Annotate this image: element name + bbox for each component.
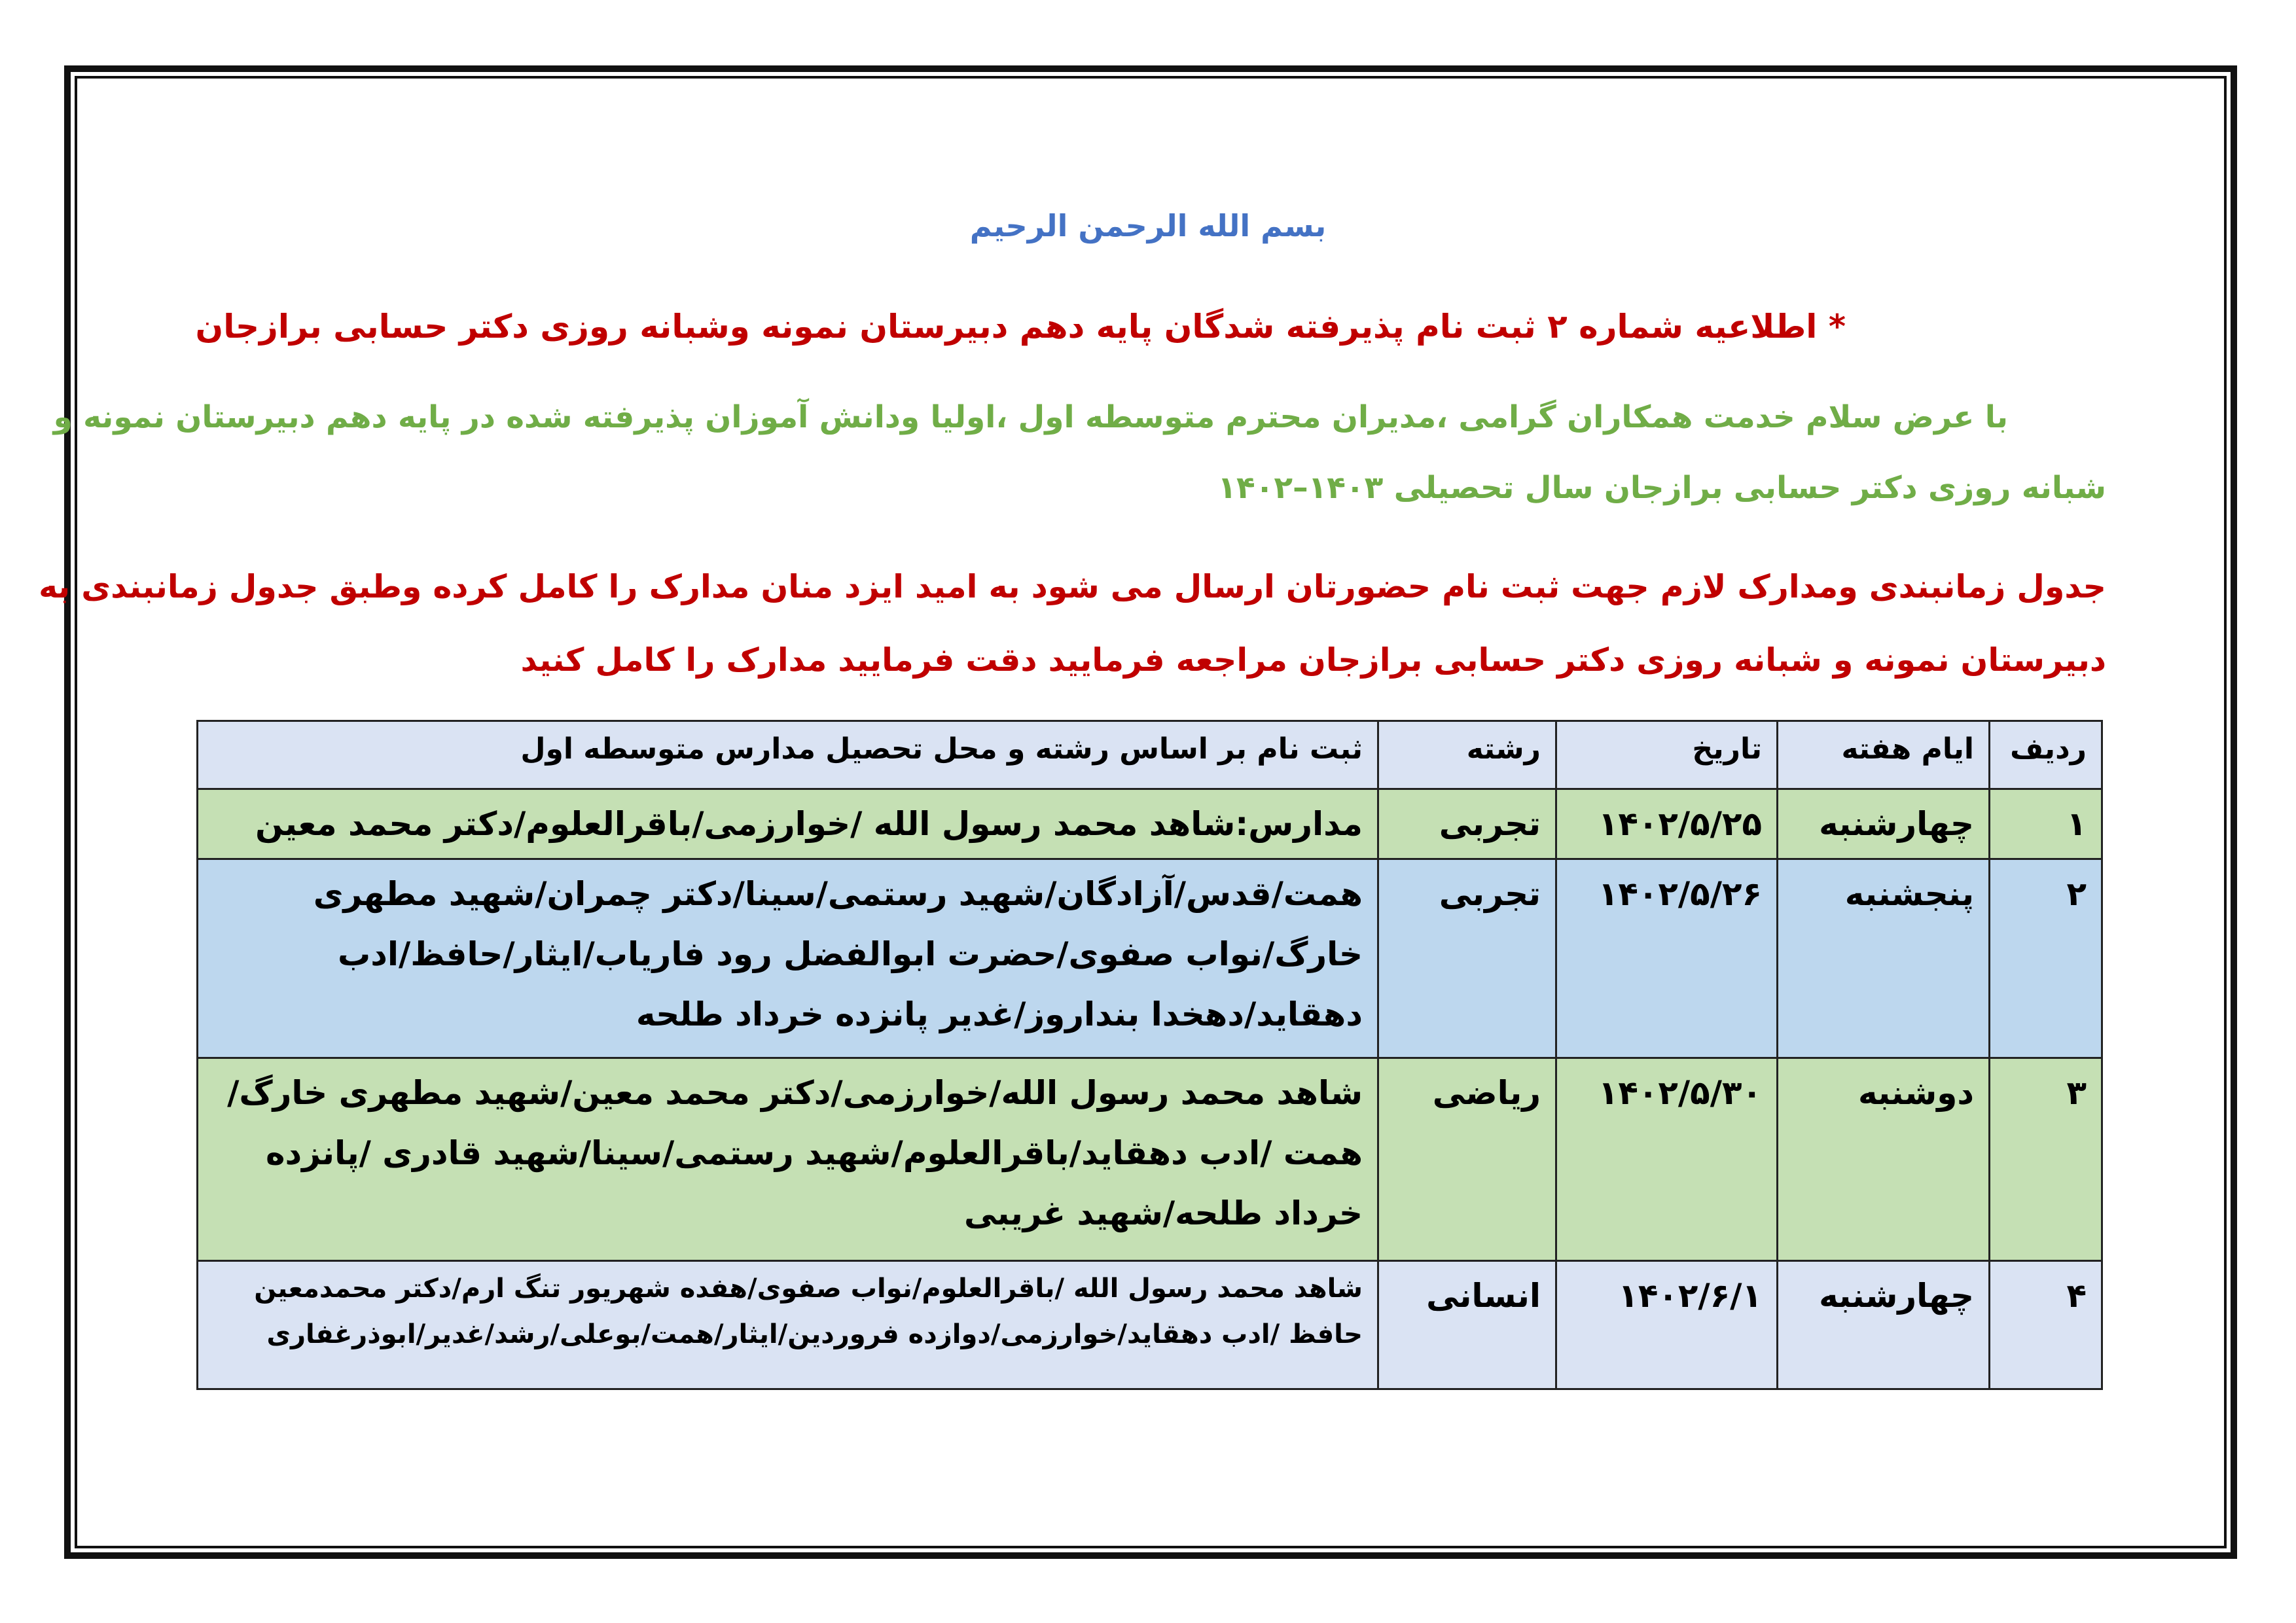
date-cell: ۱۴۰۲/۵/۲۵ (1556, 789, 1778, 859)
registration-schedule-table (196, 720, 2103, 1390)
column-header-row-number: ردیف (1990, 721, 2102, 789)
table-row (198, 1261, 2102, 1389)
column-header-weekday: ایام هفته (1778, 721, 1990, 789)
schools-cell: همت/قدس/آزادگان/شهید رستمی/سینا/دکتر چمران/شهید مطهری خارگ/نواب صفوی/حضرت ابوالفضل رود فاریاب/ایثار/حافظ/ادب دهقاید/دهخدا بنداروز/غدیر پانزده خرداد طلحه (198, 859, 1378, 1058)
greeting-line-1: با عرض سلام خدمت همکاران گرامی ،مدیران محترم متوسطه اول ،اولیا ودانش آموزان پذیرفته شده در پایه دهم دبیرستان نمونه و (53, 399, 2008, 435)
column-header-field: رشته (1378, 721, 1556, 789)
field-cell: انسانی (1378, 1261, 1556, 1389)
schools-cell: شاهد محمد رسول الله/خوارزمی/دکتر محمد معین/شهید مطهری خارگ/همت /ادب دهقاید/باقرالعلوم/شهید رستمی/سینا/شهید قادری /پانزده خرداد طلحه/شهید غریبی (198, 1058, 1378, 1261)
date-cell: ۱۴۰۲/۵/۳۰ (1556, 1058, 1778, 1261)
schools-cell: مدارس:شاهد محمد رسول الله /خوارزمی/باقرالعلوم/دکتر محمد معین (198, 789, 1378, 859)
row-number-cell: ۳ (1990, 1058, 2102, 1261)
row-number-cell: ۱ (1990, 789, 2102, 859)
column-header-schools: ثبت نام بر اساس رشته و محل تحصیل مدارس متوسطه اول (198, 721, 1378, 789)
row-number-cell: ۴ (1990, 1261, 2102, 1389)
schools-cell: شاهد محمد رسول الله /باقرالعلوم/نواب صفوی/هفده شهریور تنگ ارم/دکتر محمدمعین حافظ /ادب دهقاید/خوارزمی/دوازده فروردین/ایثار/همت/بوعلی/رشد/غدیر/ابوذرغفاری (198, 1261, 1378, 1389)
date-cell: ۱۴۰۲/۵/۲۶ (1556, 859, 1778, 1058)
info-line-2: دبیرستان نمونه و شبانه روزی دکتر حسابی برازجان مراجعه فرمایید دقت فرمایید مدارک را کامل کنید (520, 641, 2106, 679)
column-header-date: تاریخ (1556, 721, 1778, 789)
field-cell: تجربی (1378, 859, 1556, 1058)
table-row (198, 1058, 2102, 1261)
table-header-row (198, 721, 2102, 789)
date-cell: ۱۴۰۲/۶/۱ (1556, 1261, 1778, 1389)
announcement-title: * اطلاعیه شماره ۲ ثبت نام پذیرفته شدگان پایه دهم دبیرستان نمونه وشبانه روزی دکتر حسابی برازجان (195, 308, 1846, 346)
table-row (198, 789, 2102, 859)
weekday-cell: چهارشنبه (1778, 1261, 1990, 1389)
row-number-cell: ۲ (1990, 859, 2102, 1058)
bismillah-heading: بسم الله الرحمن الرحیم (969, 208, 1327, 243)
weekday-cell: چهارشنبه (1778, 789, 1990, 859)
table-row (198, 859, 2102, 1058)
info-line-1: جدول زمانبندی ومدارک لازم جهت ثبت نام حضورتان ارسال می شود به امید ایزد منان مدارک را کامل کرده وطبق جدول زمانبندی به (39, 568, 2106, 605)
weekday-cell: دوشنبه (1778, 1058, 1990, 1261)
field-cell: ریاضی (1378, 1058, 1556, 1261)
weekday-cell: پنجشنبه (1778, 859, 1990, 1058)
greeting-line-2: شبانه روزی دکتر حسابی برازجان سال تحصیلی ۱۴۰۳–۱۴۰۲ (1217, 470, 2106, 506)
field-cell: تجربی (1378, 789, 1556, 859)
